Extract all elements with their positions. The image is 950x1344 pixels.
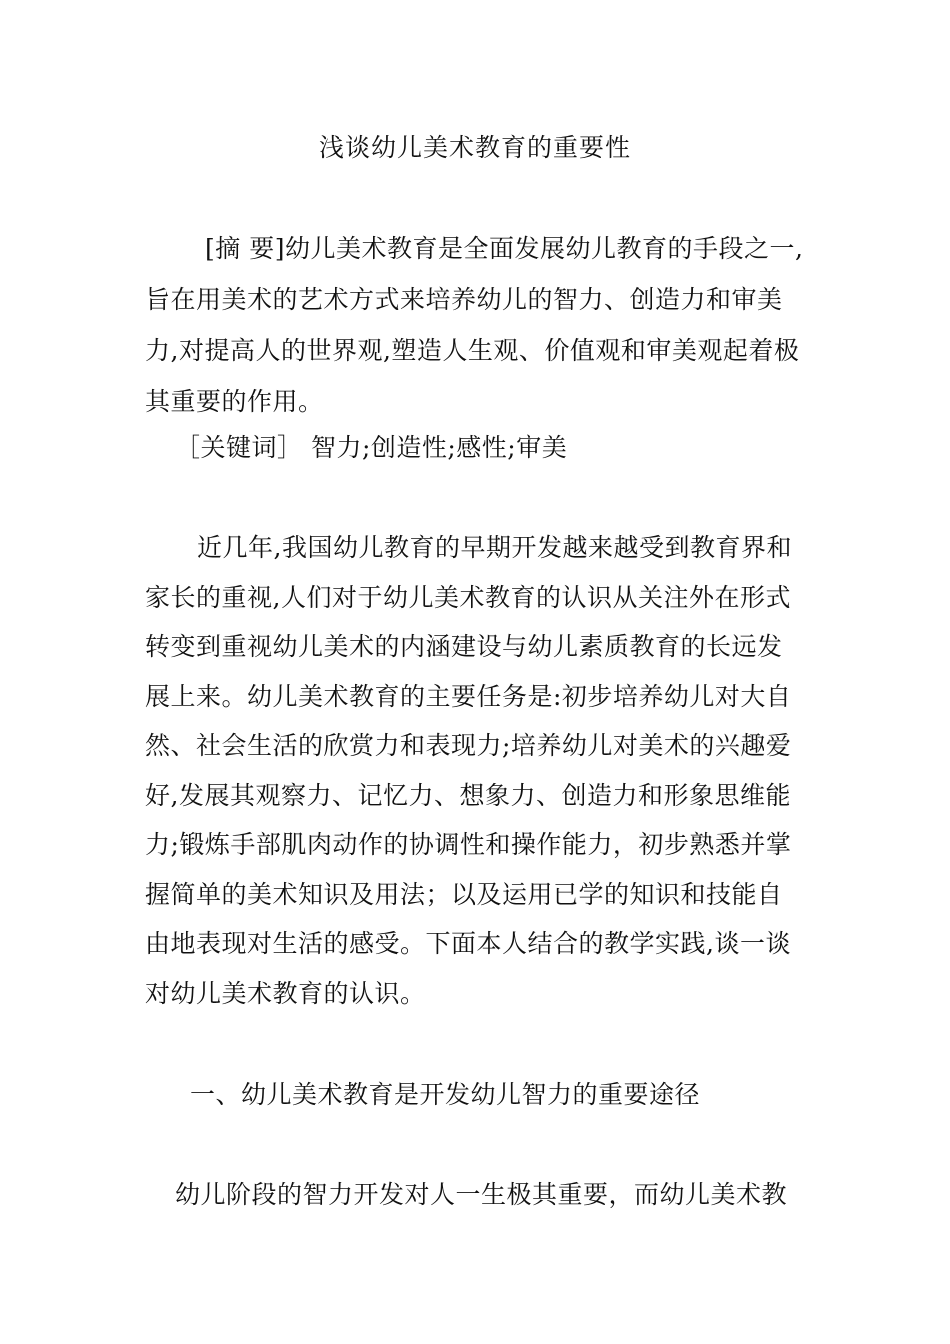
- body-line: 然、社会生活的欣赏力和表现力;培养幼儿对美术的兴趣爱: [145, 731, 792, 760]
- body-line: 家长的重视,人们对于幼儿美术教育的认识从关注外在形式: [145, 582, 791, 612]
- body-line: 好,发展其观察力、记忆力、想象力、创造力和形象思维能: [145, 780, 791, 810]
- body-line: 近几年,我国幼儿教育的早期开发越来越受到教育界和: [197, 533, 792, 562]
- body-line: 握简单的美术知识及用法；以及运用已学的知识和技能自: [145, 879, 783, 909]
- body-line: 转变到重视幼儿美术的内涵建设与幼儿素质教育的长远发: [145, 632, 783, 661]
- body-line: 展上来。幼儿美术教育的主要任务是:初步培养幼儿对大自: [145, 681, 792, 711]
- body-line: 对幼儿美术教育的认识。: [145, 978, 426, 1008]
- body-line: 由地表现对生活的感受。下面本人结合的教学实践,谈一谈: [145, 929, 791, 958]
- abstract-line: 其重要的作用。: [145, 387, 324, 416]
- abstract-line: [摘 要]幼儿美术教育是全面发展幼儿教育的手段之一,: [205, 234, 804, 263]
- section-heading-text: 一、幼儿美术教育是开发幼儿智力的重要途径: [190, 1080, 701, 1109]
- body-line: 力;锻炼手部肌肉动作的协调性和操作能力，初步熟悉并掌: [145, 830, 792, 859]
- abstract-line: 力,对提高人的世界观,塑造人生观、价值观和审美观起着极: [145, 336, 800, 365]
- keywords-line: ［关键词］ 智力;创造性;感性;审美: [175, 433, 568, 462]
- abstract-paragraph: [145, 223, 810, 427]
- section-heading: [145, 1070, 810, 1120]
- body-line: 幼儿阶段的智力开发对人一生极其重要，而幼儿美术教: [175, 1180, 788, 1209]
- body-paragraph-2: [145, 1170, 810, 1220]
- document-title: 浅谈幼儿美术教育的重要性: [318, 133, 631, 162]
- keywords-paragraph: [145, 423, 810, 473]
- abstract-line: 旨在用美术的艺术方式来培养幼儿的智力、创造力和审美: [145, 285, 783, 314]
- body-paragraph: [145, 523, 810, 1018]
